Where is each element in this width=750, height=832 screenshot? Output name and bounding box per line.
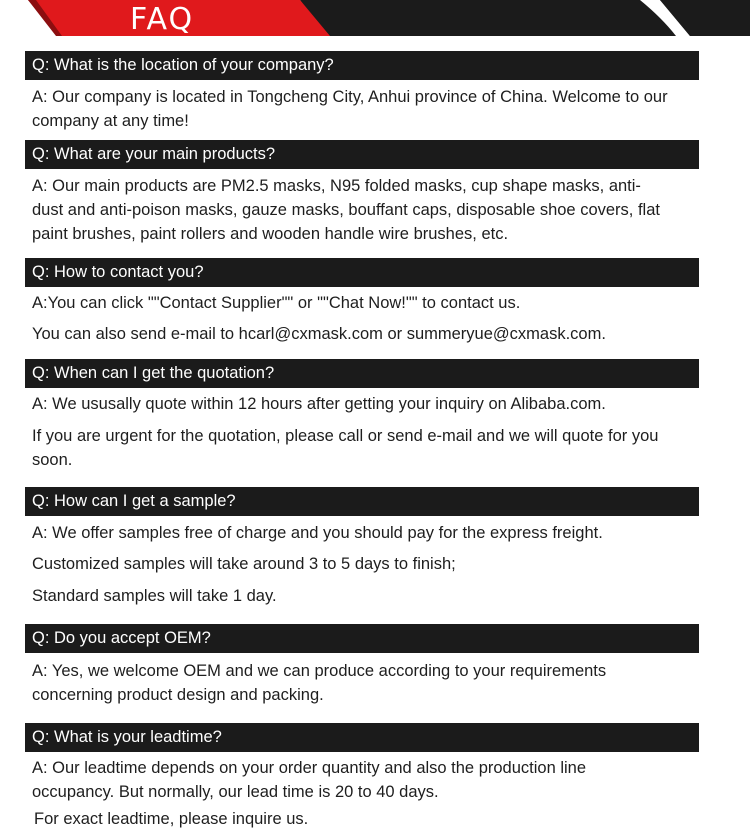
faq-answer-location: A: Our company is located in Tongcheng City, Anhui province of China. Welcome to our company at any time!: [32, 88, 668, 130]
faq-question-oem: Q: Do you accept OEM?: [25, 624, 699, 653]
header-banner-graphic: [0, 0, 750, 40]
faq-answer-contact-2: You can also send e-mail to hcarl@cxmask.com or summeryue@cxmask.com.: [32, 325, 606, 343]
faq-question-products: Q: What are your main products?: [25, 140, 699, 169]
faq-question-quotation: Q: When can I get the quotation?: [25, 359, 699, 388]
faq-header: [0, 0, 750, 40]
faq-answer-sample-3: Standard samples will take 1 day.: [32, 587, 277, 605]
faq-answer-contact-1: A:You can click ""Contact Supplier"" or ""Chat Now!"" to contact us.: [32, 294, 521, 312]
page-title: FAQ: [130, 2, 195, 37]
faq-answer-sample-2: Customized samples will take around 3 to 5 days to finish;: [32, 555, 456, 573]
faq-answer-leadtime-1: A: Our leadtime depends on your order quantity and also the production line occupancy. But normally, our lead time is 20 to 40 days.: [32, 759, 587, 801]
faq-answer-oem: A: Yes, we welcome OEM and we can produce according to your requirements concerning product design and packing.: [32, 662, 607, 704]
faq-answer-quotation-1: A: We ususally quote within 12 hours after getting your inquiry on Alibaba.com.: [32, 395, 606, 413]
faq-question-location: Q: What is the location of your company?: [25, 51, 699, 80]
faq-answer-quotation-2: If you are urgent for the quotation, please call or send e-mail and we will quote for you soon.: [32, 427, 659, 469]
faq-question-sample: Q: How can I get a sample?: [25, 487, 699, 516]
faq-answer-sample-1: A: We offer samples free of charge and you should pay for the express freight.: [32, 524, 603, 542]
faq-question-contact: Q: How to contact you?: [25, 258, 699, 287]
faq-question-leadtime: Q: What is your leadtime?: [25, 723, 699, 752]
faq-answer-products: A: Our main products are PM2.5 masks, N95 folded masks, cup shape masks, anti-dust and anti-poison masks, gauze masks, bouffant caps, disposable shoe covers, flat paint brushes, paint rollers and wooden handle wire brushes, etc.: [32, 177, 660, 243]
faq-answer-leadtime-2: For exact leadtime, please inquire us.: [34, 810, 309, 828]
